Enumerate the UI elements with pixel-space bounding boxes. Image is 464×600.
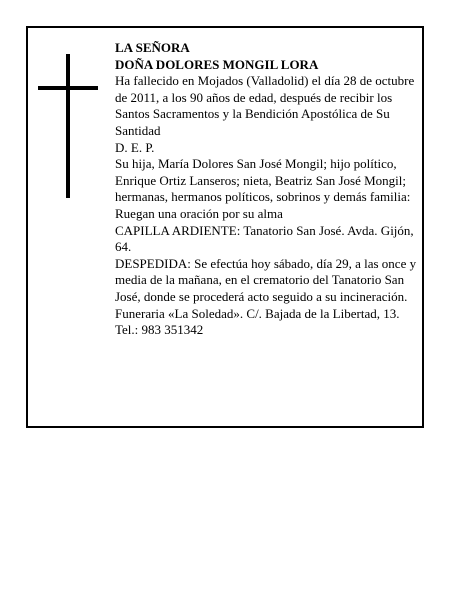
cross-horizontal-bar (38, 86, 98, 90)
funeral-home-info: Funeraria «La Soledad». C/. Bajada de la Libertad, 13. Tel.: 983 351342 (115, 305, 400, 338)
notice-text (115, 40, 421, 339)
cross-icon (38, 54, 98, 198)
death-announcement: Ha fallecido en Mojados (Valladolid) el día 28 de octubre de 2011, a los 90 años de edad, después de recibir los Santos Sacramentos y la Bendición Apostólica de Su Santidad (115, 73, 415, 138)
notice-title: LA SEÑORA (115, 40, 190, 55)
family-members: Su hija, María Dolores San José Mongil; hijo político, Enrique Ortiz Lanseros; nieta, Beatriz San José Mongil; hermanas, hermanos políticos, sobrinos y demás familia: (115, 156, 411, 205)
prayer-request: Ruegan una oración por su alma (115, 205, 283, 221)
obituary-notice (26, 26, 424, 428)
farewell-info: DESPEDIDA: Se efectúa hoy sábado, día 29, a las once y media de la mañana, en el crematorio del Tanatorio San José, donde se procederá acto seguido a su incineración. (115, 255, 417, 304)
dep-line: D. E. P. (115, 139, 155, 155)
cross-vertical-bar (66, 54, 70, 198)
chapel-info: CAPILLA ARDIENTE: Tanatorio San José. Avda. Gijón, 64. (115, 222, 414, 255)
deceased-name: DOÑA DOLORES MONGIL LORA (115, 56, 319, 72)
